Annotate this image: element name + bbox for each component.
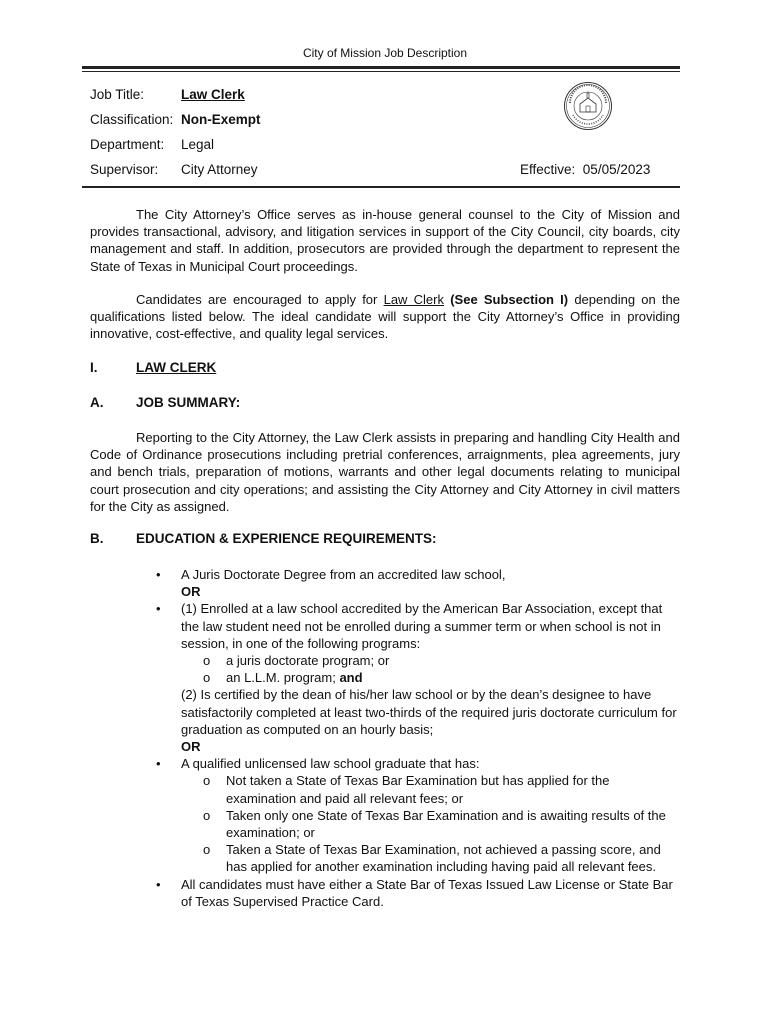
classification-value: Non-Exempt [181,112,261,127]
job-title-label: Job Title: [90,87,145,102]
classification-row [90,112,261,127]
list-item: • A Juris Doctorate Degree from an accredited law school, OR [156,567,506,600]
department-label: Department: [90,137,165,152]
header-rule-thin [82,71,680,72]
list-item: • All candidates must have either a State Bar of Texas Issued Law License or State Bar of Texas Supervised Practice Card. [156,876,673,909]
section-a-heading: A. JOB SUMMARY: [90,395,241,410]
intro-paragraph-2: Candidates are encouraged to apply for Law Clerk (See Subsection I) depending on the qualifications listed below. The ideal candidate will support the City Attorney’s Office in providing innovative, cost-effective, and quality legal services. [90,292,681,342]
job-title-value: Law Clerk [181,87,245,102]
effective-label: Effective: [520,162,576,177]
section-i-heading: I. LAW CLERK [90,360,217,375]
effective-date: 05/05/2023 [582,162,651,177]
classification-label: Classification: [90,112,174,127]
requirements-list [136,566,682,910]
department-row [90,137,214,152]
sub-list-item: o an L.L.M. program; and [203,670,363,686]
section-b-heading: B. EDUCATION & EXPERIENCE REQUIREMENTS: [90,531,437,546]
list-item: • (1) Enrolled at a law school accredited by the American Bar Association, except that the law student need not be enrolled during a summer term or when school is not in session, in one of the following programs: o a juris doctorate program; or o an L.L.M. program; and (2) Is certified by the dean of his/her law school or by the dean’s designee to have satisfactorily completed at least two-thirds of the required juris doctorate curriculum for graduation as computed on an hourly basis; OR [136,600,682,755]
department-value: Legal [181,137,215,152]
supervisor-value: City Attorney [181,162,258,177]
supervisor-label: Supervisor: [90,162,159,177]
job-summary-paragraph: Reporting to the City Attorney, the Law Clerk assists in preparing and handling City Health and Code of Ordinance prosecutions including pretrial conferences, arraignments, plea agreements, jury and bench trials, preparation of motions, warrants and other legal documents relating to municipal court prosecution and city operations; and assisting the City Attorney and City Attorney in civil matters for the City as assigned. [90,430,680,514]
job-title-row [90,87,245,102]
meta-rule [82,186,680,188]
effective-date-row [520,162,650,177]
intro-paragraph-1: The City Attorney’s Office serves as in-house general counsel to the City of Mission and provides transactional, advisory, and litigation services in support of the City Council, city boards, city management and staff. In addition, prosecutors are provided through the department to represent the State of Texas in Municipal Court proceedings. [90,207,680,274]
header-rule [82,66,680,69]
supervisor-row [90,162,258,177]
law-clerk-link[interactable]: Law Clerk [383,292,444,307]
list-item: • A qualified unlicensed law school graduate that has: o Not taken a State of Texas Bar Examination but has applied for the examination and paid all relevant fees; or o Taken only one State of Texas Bar Examination and is awaiting results of the examination; or o Taken a State of Texas Bar Examination, not achieved a passing score, and has applied for another examination including having paid all relevant fees. [136,755,682,875]
sub-list-item: o Taken only one State of Texas Bar Examination and is awaiting results of the examination; or [203,807,666,841]
sub-list-item: o Not taken a State of Texas Bar Examination but has applied for the examination and paid all relevant fees; or [203,773,610,806]
city-seal-logo [563,81,613,131]
sub-list-item: o a juris doctorate program; or [203,653,390,669]
sub-list-item: o Taken a State of Texas Bar Examination, not achieved a passing score, and has applied for another examination including having paid all relevant fees. [203,842,661,875]
document-header: City of Mission Job Description [302,46,468,60]
